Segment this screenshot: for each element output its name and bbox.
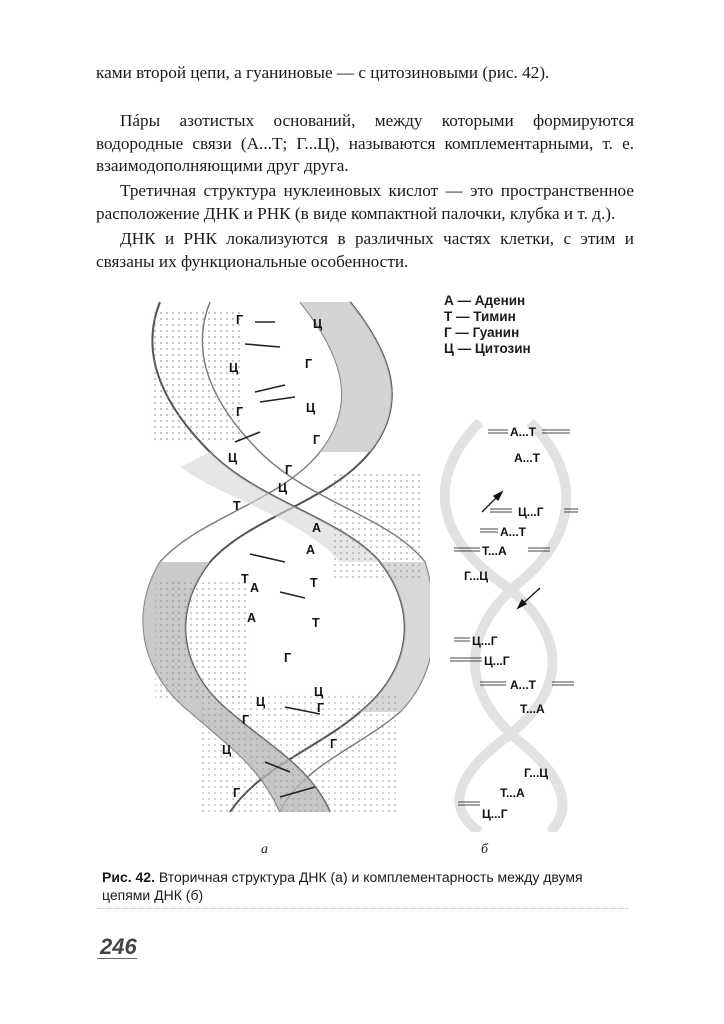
faint-helix-shadow (445, 422, 567, 832)
helix-letter: Г (330, 737, 338, 751)
helix-letter: Т (233, 499, 241, 513)
caption-text: Вторичная структура ДНК (а) и комплементарность между двумя цепями ДНК (б) (102, 869, 583, 903)
helix-letter: Т (241, 572, 249, 586)
figure-label-a: а (261, 842, 268, 857)
helix-backbone (143, 302, 430, 812)
helix-letter: А (250, 581, 260, 595)
helix-letter: Т (310, 576, 318, 590)
pair-label: А...Т (514, 451, 540, 465)
helix-letter: Г (285, 463, 293, 477)
helix-letter: Г (236, 313, 244, 327)
pair-label: А...Т (510, 425, 536, 439)
legend-item-guanine: Г — Гуанин (444, 325, 520, 340)
helix-letter: Г (236, 405, 244, 419)
paragraph-tertiary-structure: Третичная структура нуклеиновых кислот — это пространственное расположение ДНК и РНК (в виде компактной палочки, клубка и т. д.). (96, 181, 634, 223)
complementary-pairs-diagram (440, 412, 600, 832)
legend-item-thymine: Т — Тимин (444, 309, 516, 324)
helix-letter: Г (242, 713, 250, 727)
helix-letter: Ц (278, 481, 288, 495)
helix-letter: Ц (222, 743, 232, 757)
helix-letter: Г (305, 357, 313, 371)
helix-letter: Г (313, 433, 321, 447)
pair-label: Т...А (500, 786, 525, 800)
paragraph-localization: ДНК и РНК локализуются в различных частях клетки, с этим и связаны их функциональные особенности. (96, 229, 634, 271)
helix-letter: Г (284, 651, 292, 665)
legend-item-cytosine: Ц — Цитозин (444, 341, 531, 356)
helix-letter: Ц (313, 317, 323, 331)
helix-letter: Г (317, 701, 325, 715)
legend (444, 293, 531, 357)
helix-letter: Ц (228, 451, 238, 465)
helix-letter: Ц (256, 695, 266, 709)
pair-bars (450, 430, 578, 805)
helix-letter: Ц (314, 685, 324, 699)
pair-label: Г...Ц (464, 569, 489, 583)
caption-divider (98, 908, 628, 909)
paragraph-complementary-pairs: Пáры азотистых оснований, между которыми формируются водородные связи (А...Т; Г...Ц), называются комплементарными, т. е. взаимодополняющими друг друга. (96, 111, 634, 175)
caption-label: Рис. 42. (102, 869, 155, 885)
pair-label: Ц...Г (518, 505, 544, 519)
helix-letter: А (247, 611, 257, 625)
paragraph-continued: ками второй цепи, а гуаниновые — с цитозиновыми (рис. 42). (96, 63, 550, 82)
figure-label-b: б (481, 842, 489, 857)
helix-letter: А (306, 543, 316, 557)
page-number: 246 (100, 934, 137, 959)
pair-label: Т...А (482, 544, 507, 558)
pair-label: Т...А (520, 702, 545, 716)
helix-letter: А (312, 521, 322, 535)
helix-letter: Г (233, 786, 241, 800)
legend-item-adenine: А — Аденин (444, 293, 526, 308)
pair-label: Г...Ц (524, 766, 549, 780)
pair-label: Ц...Г (472, 634, 498, 648)
helix-letter: Ц (306, 401, 316, 415)
pair-label: А...Т (500, 525, 526, 539)
page-number-underline (97, 958, 137, 959)
helix-letter: Ц (229, 361, 239, 375)
dna-double-helix-illustration (140, 292, 430, 837)
helix-letter: Т (312, 616, 320, 630)
pair-label: Ц...Г (482, 807, 508, 821)
pair-label: Ц...Г (484, 654, 510, 668)
pair-label: А...Т (510, 678, 536, 692)
figure-caption (102, 868, 622, 904)
